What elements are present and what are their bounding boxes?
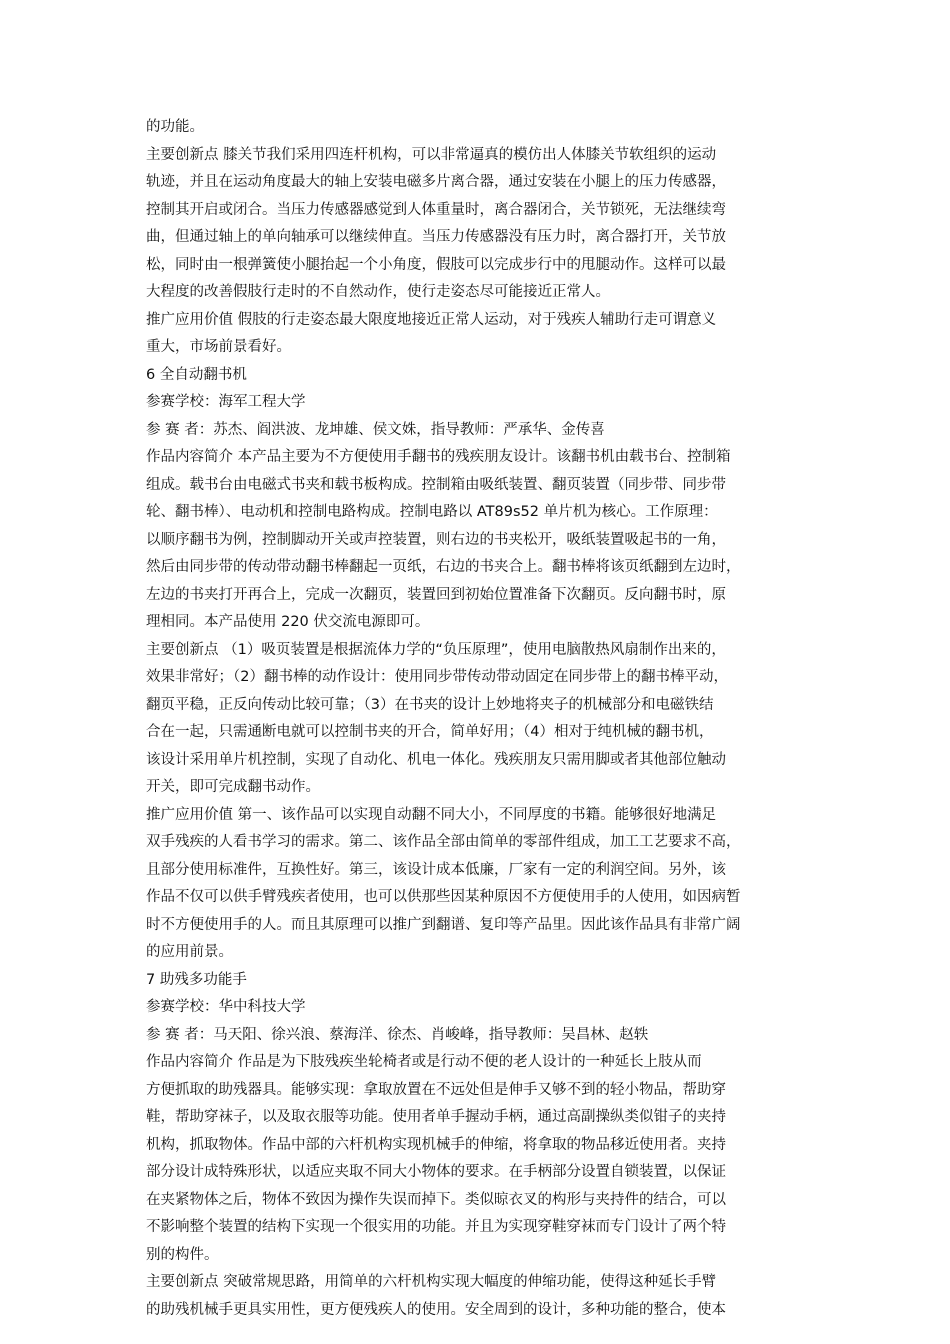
text-line: 重大，市场前景看好。 (146, 339, 291, 355)
paragraph-p7-authors (146, 1022, 810, 1050)
text-line: 然后由同步带的传动带动翻书棒翻起一页纸，右边的书夹合上。翻书棒将该页纸翻到左边时， (146, 559, 741, 575)
text-line: 部分设计成特殊形状，以适应夹取不同大小物体的要求。在手柄部分设置自锁装置，以保证 (146, 1164, 726, 1180)
paragraph-p7-innovation (146, 1269, 810, 1324)
text-line: 7 助残多功能手 (146, 971, 247, 988)
text-line: 翻页平稳，正反向传动比较可靠；（3）在书夹的设计上妙地将夹子的机械部分和电磁铁结 (146, 696, 714, 713)
text-line: 轮、翻书棒）、电动机和控制电路构成。控制电路以 AT89s52 单片机为核心。工作原理： (146, 504, 718, 520)
paragraph-p7-school (146, 994, 810, 1022)
text-line: 6 全自动翻书机 (146, 366, 247, 383)
text-line: 理相同。本产品使用 220 伏交流电源即可。 (146, 614, 430, 630)
text-line: 组成。载书台由电磁式书夹和载书板构成。控制箱由吸纸装置、翻页装置（同步带、同步带 (146, 476, 726, 493)
text-line: 推广应用价值 假肢的行走姿态最大限度地接近正常人运动，对于残疾人辅助行走可谓意义 (146, 311, 717, 328)
text-line: 参赛学校：华中科技大学 (146, 999, 306, 1015)
paragraph-p6-title (146, 362, 810, 390)
text-line: 作品内容简介 作品是为下肢残疾坐轮椅者或是行动不便的老人设计的一种延长上肢从而 (146, 1054, 702, 1070)
document-body (146, 114, 810, 1324)
text-line: 主要创新点 突破常规思路，用简单的六杆机构实现大幅度的伸缩功能，使得这种延长手臂 (146, 1274, 717, 1290)
text-line: 参赛学校：海军工程大学 (146, 394, 306, 410)
text-line: 主要创新点 （1）吸页装置是根据流体力学的“负压原理”，使用电脑散热风扇制作出来的， (146, 641, 726, 658)
paragraph-p6-intro (146, 444, 810, 637)
text-line: 机构，抓取物体。作品中部的六杆机构实现机械手的伸缩，将拿取的物品移近使用者。夹持 (146, 1136, 726, 1153)
text-line: 方便抓取的助残器具。能够实现：拿取放置在不远处但是伸手又够不到的轻小物品，帮助穿 (146, 1081, 726, 1098)
text-line: 参 赛 者：苏杰、阎洪波、龙坤雄、侯文姝，指导教师：严承华、金传喜 (146, 421, 605, 438)
text-line: 轨迹，并且在运动角度最大的轴上安装电磁多片离合器，通过安装在小腿上的压力传感器， (146, 174, 726, 190)
text-line: 作品内容简介 本产品主要为不方便使用手翻书的残疾朋友设计。该翻书机由载书台、控制箱 (146, 449, 731, 465)
text-line: 的助残机械手更具实用性，更方便残疾人的使用。安全周到的设计，多种功能的整合，使本 (146, 1301, 726, 1318)
paragraph-p5-value (146, 307, 810, 362)
text-line: 参 赛 者：马天阳、徐兴浪、蔡海洋、徐杰、肖峻峰，指导教师：吴昌林、赵轶 (146, 1026, 649, 1043)
paragraph-p5-innovation (146, 142, 810, 307)
text-line: 左边的书夹打开再合上，完成一次翻页，装置回到初始位置准备下次翻页。反向翻书时，原 (146, 586, 726, 603)
text-line: 控制其开启或闭合。当压力传感器感觉到人体重量时，离合器闭合，关节锁死，无法继续弯 (146, 201, 726, 218)
text-line: 作品不仅可以供手臂残疾者使用，也可以供那些因某种原因不方便使用手的人使用，如因病暂 (146, 889, 741, 905)
text-line: 在夹紧物体之后，物体不致因为操作失误而掉下。类似晾衣叉的构形与夹持件的结合，可以 (146, 1191, 726, 1208)
paragraph-p6-school (146, 389, 810, 417)
text-line: 别的构件。 (146, 1246, 219, 1263)
paragraph-p7-intro (146, 1049, 810, 1269)
text-line: 曲，但通过轴上的单向轴承可以继续伸直。当压力传感器没有压力时，离合器打开，关节放 (146, 229, 726, 245)
paragraph-p6-authors (146, 417, 810, 445)
text-line: 时不方便使用手的人。而且其原理可以推广到翻谱、复印等产品里。因此该作品具有非常广阔 (146, 916, 741, 933)
text-line: 且部分使用标准件，互换性好。第三，该设计成本低廉，厂家有一定的利润空间。另外，该 (146, 861, 726, 878)
text-line: 松，同时由一根弹簧使小腿抬起一个小角度，假肢可以完成步行中的甩腿动作。这样可以最 (146, 256, 726, 273)
text-line: 大程度的改善假肢行走时的不自然动作，使行走姿态尽可能接近正常人。 (146, 284, 610, 300)
text-line: 以顺序翻书为例，控制脚动开关或声控装置，则右边的书夹松开，吸纸装置吸起书的一角， (146, 531, 726, 548)
paragraph-p7-title (146, 967, 810, 995)
paragraph-p6-value (146, 802, 810, 967)
text-line: 的应用前景。 (146, 944, 233, 960)
text-line: 开关，即可完成翻书动作。 (146, 779, 320, 795)
paragraph-intro-tail (146, 114, 810, 142)
text-line: 主要创新点 膝关节我们采用四连杆机构，可以非常逼真的模仿出人体膝关节软组织的运动 (146, 146, 717, 163)
text-line: 合在一起，只需通断电就可以控制书夹的开合，简单好用；（4）相对于纯机械的翻书机， (146, 724, 714, 740)
text-line: 该设计采用单片机控制，实现了自动化、机电一体化。残疾朋友只需用脚或者其他部位触动 (146, 751, 726, 768)
paragraph-p6-innovation (146, 637, 810, 802)
text-line: 推广应用价值 第一、该作品可以实现自动翻不同大小，不同厚度的书籍。能够很好地满足 (146, 806, 717, 823)
text-line: 不影响整个装置的结构下实现一个很实用的功能。并且为实现穿鞋穿袜而专门设计了两个特 (146, 1219, 726, 1235)
text-line: 双手残疾的人看书学习的需求。第二、该作品全部由简单的零部件组成，加工工艺要求不高， (146, 834, 741, 850)
text-line: 的功能。 (146, 119, 204, 135)
text-line: 鞋，帮助穿袜子，以及取衣服等功能。使用者单手握动手柄，通过高副操纵类似钳子的夹持 (146, 1109, 726, 1125)
text-line: 效果非常好；（2）翻书棒的动作设计：使用同步带传动带动固定在同步带上的翻书棒平动， (146, 669, 728, 685)
